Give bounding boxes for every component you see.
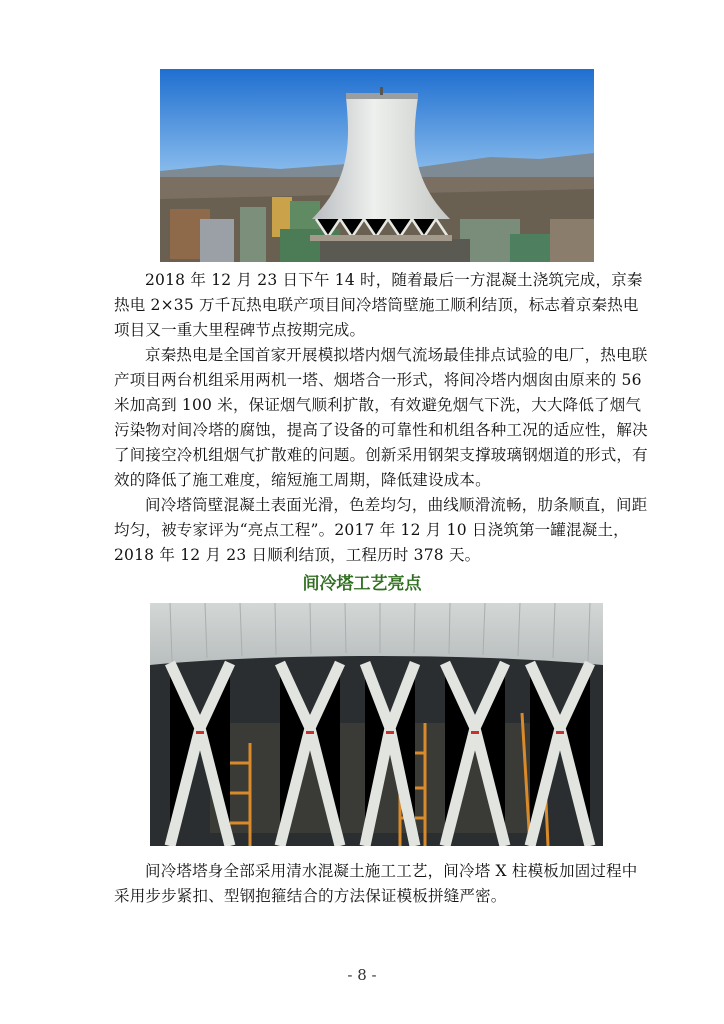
page-number: - 8 - — [347, 966, 377, 984]
paragraph-quality: 间冷塔筒壁混凝土表面光滑，色差均匀，曲线顺滑流畅，肋条顺直，间距均匀，被专家评为“亮点工程”。2017 年 12 月 10 日浇筑第一罐混凝土，2018 年 12 月 23 日顺利结顶，工程历时 378 天。 — [114, 496, 648, 564]
x-column-photo — [150, 603, 603, 846]
section-title: 间冷塔工艺亮点 — [302, 574, 422, 594]
paragraph-construction-method: 间冷塔塔身全部采用清水混凝土施工工艺，间冷塔 X 柱模板加固过程中采用步步紧扣、型钢抱箍结合的方法保证模板拼缝严密。 — [114, 862, 638, 905]
cooling-tower-photo — [160, 69, 594, 262]
paragraph-topping-out: 2018 年 12 月 23 日下午 14 时，随着最后一方混凝土浇筑完成，京秦热电 2×35 万千瓦热电联产项目间冷塔筒壁施工顺利结顶，标志着京秦热电项目又一重大里程碑节点按期完成。 — [114, 271, 643, 339]
paragraph-plant-description: 京秦热电是全国首家开展模拟塔内烟气流场最佳排点试验的电厂，热电联产项目两台机组采用两机一塔、烟塔合一形式，将间冷塔内烟囱由原来的 56 米加高到 100 米，保证烟气顺利扩散，有效避免烟气下洗，大大降低了烟气污染物对间冷塔的腐蚀，提高了设备的可靠性和机组各种工况的适应性，解决了间接空冷机组烟气扩散难的问题。创新采用钢架支撑玻璃钢烟道的形式，有效的降低了施工难度，缩短施工周期，降低建设成本。 — [114, 346, 648, 489]
